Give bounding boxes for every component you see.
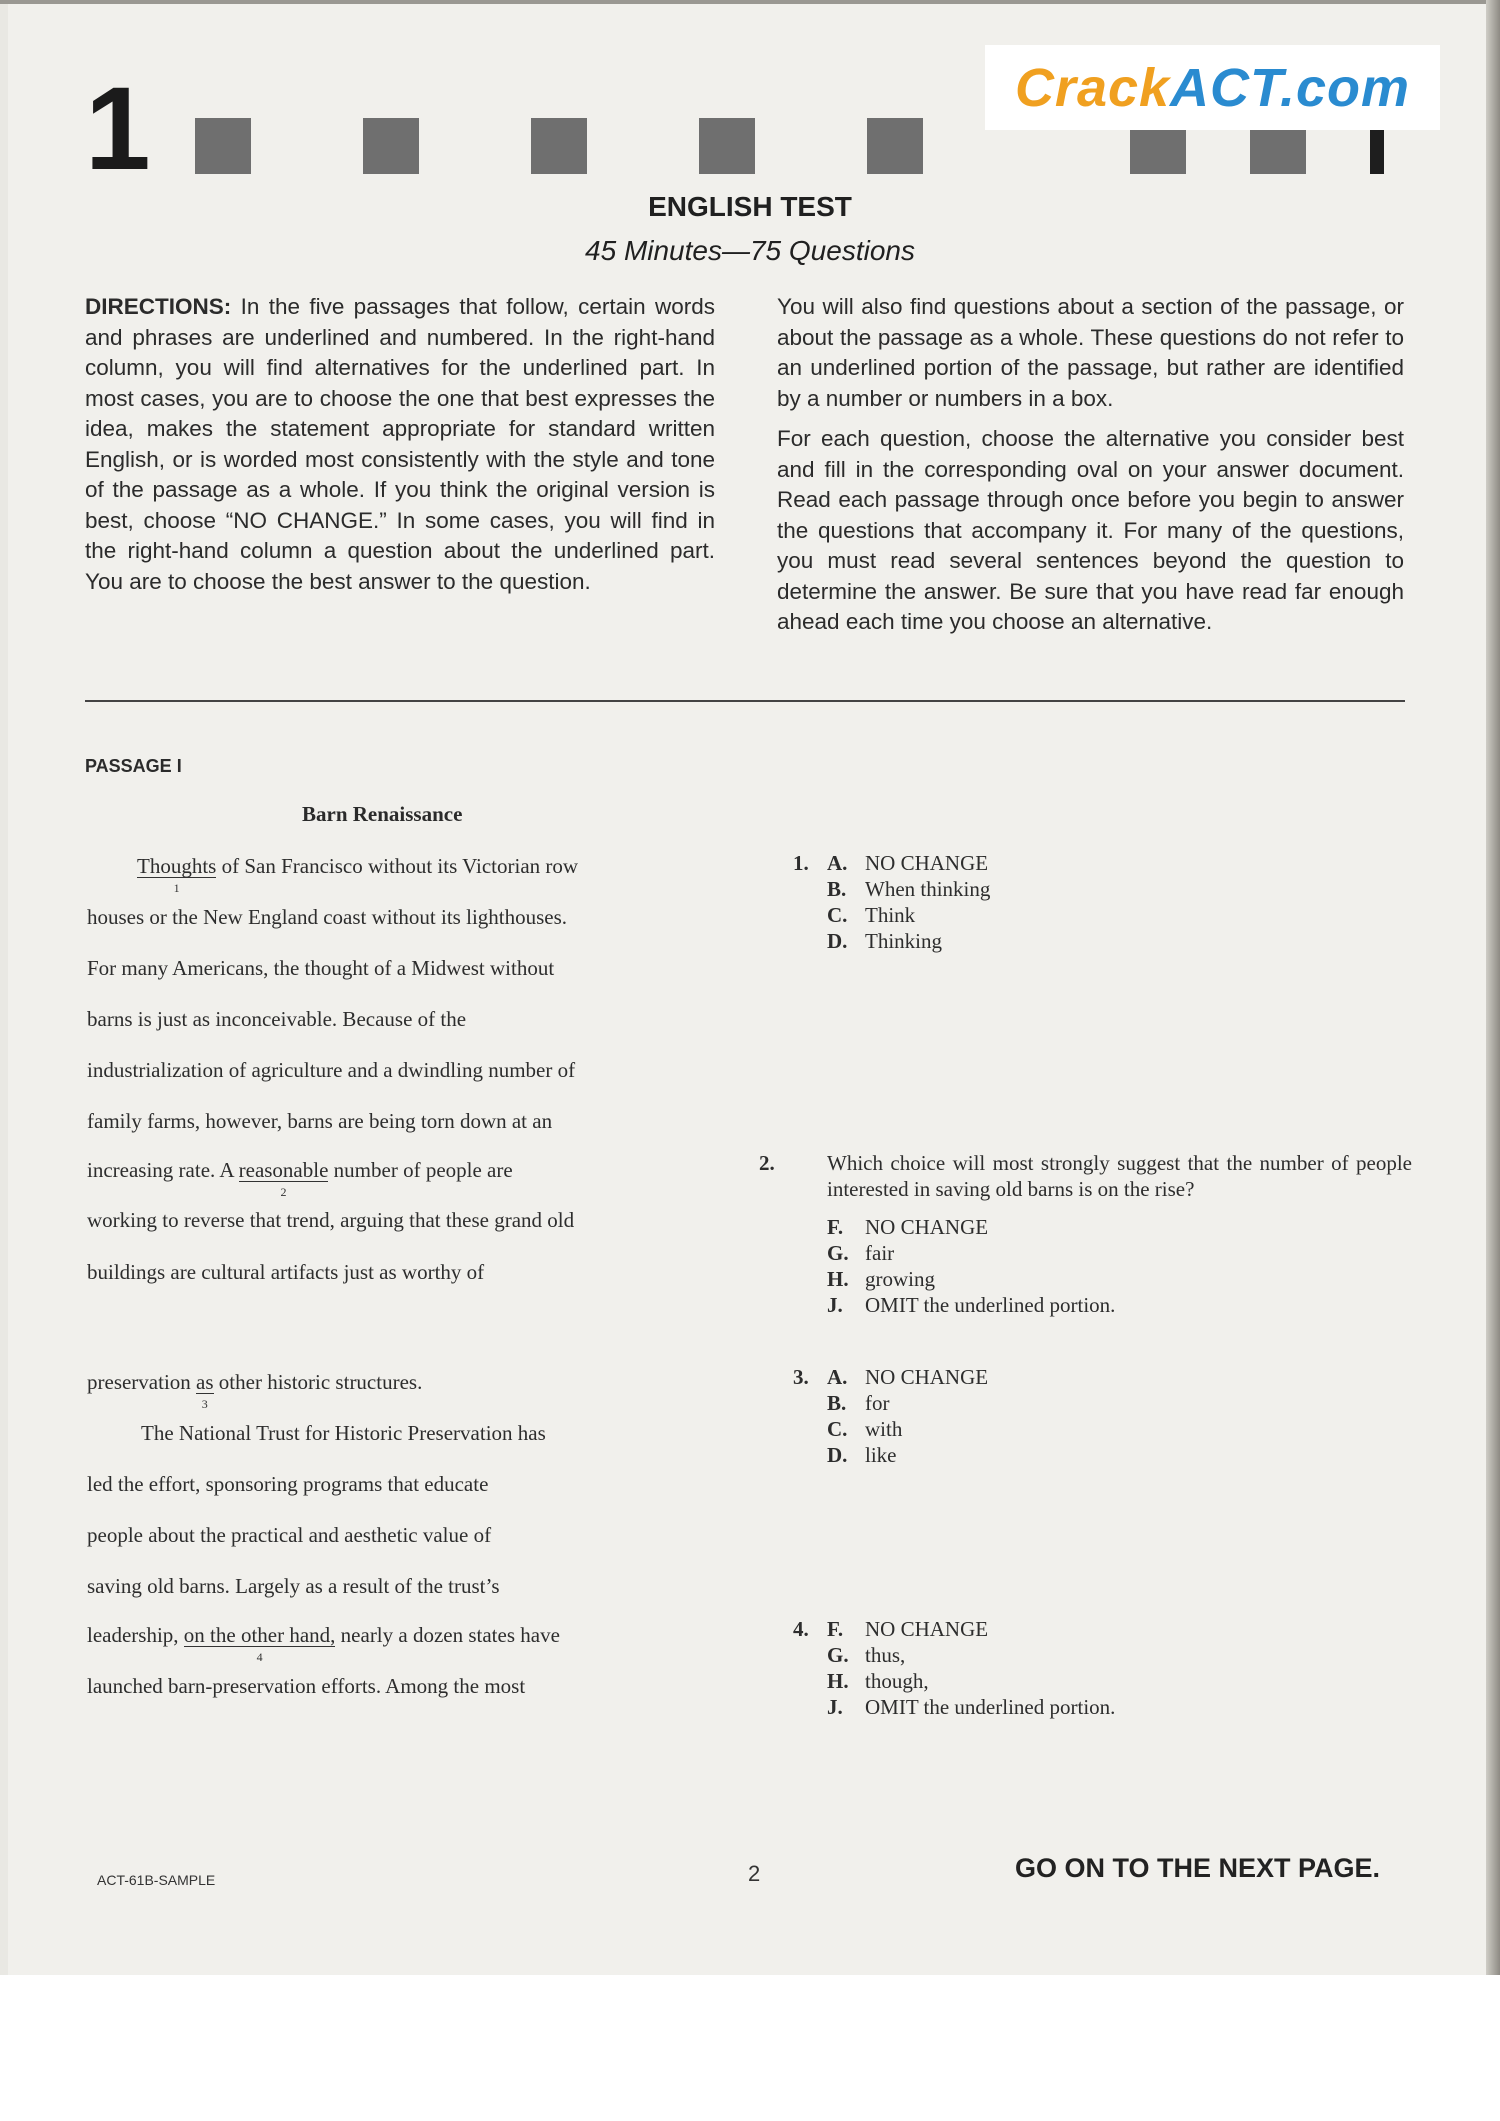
option-text[interactable]: growing [865,1267,935,1291]
passage-line: working to reverse that trend, arguing that these grand old [87,1208,575,1232]
option-text[interactable]: NO CHANGE [865,1215,989,1239]
header-block [363,118,419,174]
directions-label: DIRECTIONS: [85,294,232,319]
passage-line: The National Trust for Historic Preservation has [141,1421,546,1445]
passage-line: increasing rate. A reasonable 2 number of people are [87,1158,513,1199]
option-text[interactable]: Think [865,903,916,927]
option-letter[interactable]: H. [827,1669,849,1693]
directions-paragraph: For each question, choose the alternative you consider best and fill in the corresponding oval on your answer document. Read each passage through once before you begin to answer the questions that accompany it. For many of the questions, you must read several sentences beyond the question to determine the answer. Be sure that you have read far enough ahead each time you choose an alternative. [777,426,1404,634]
option-text[interactable]: with [865,1417,903,1441]
passage-line: people about the practical and aesthetic value of [87,1523,492,1547]
header-block [195,118,251,174]
passage-line: industrialization of agriculture and a dwindling number of [87,1058,576,1082]
passage-line: barns is just as inconceivable. Because of the [87,1007,467,1031]
option-letter[interactable]: D. [827,1443,848,1467]
option-text[interactable]: for [865,1391,890,1415]
form-code: ACT-61B-SAMPLE [97,1872,216,1888]
passage-line: saving old barns. Largely as a result of the trust’s [87,1574,500,1598]
option-letter[interactable]: C. [827,1417,848,1441]
question-3 [793,1364,988,1468]
passage-line: For many Americans, the thought of a Midwest without [87,956,555,980]
option-text[interactable]: thus, [865,1643,906,1667]
passage-line: leadership, on the other hand, 4 nearly a dozen states have [87,1623,560,1664]
option-text[interactable]: though, [865,1669,929,1693]
logo-text-crack: Crack [1014,57,1171,118]
question-number: 4. [793,1617,809,1641]
next-page-notice: GO ON TO THE NEXT PAGE. [1015,1853,1381,1883]
question-2 [759,1150,1412,1318]
question-marker-3: 3 [201,1397,208,1411]
passage-line: launched barn-preservation efforts. Among the most [87,1674,526,1698]
option-letter[interactable]: J. [827,1293,843,1317]
option-letter[interactable]: D. [827,929,848,953]
question-1 [793,850,990,954]
header-block [699,118,755,174]
underlined-text-4[interactable]: on the other hand, 4 [183,1623,336,1664]
passage-line: led the effort, sponsoring programs that educate [87,1472,489,1496]
question-stem: Which choice will most strongly suggest that the number of people interested in saving old barns is on the rise? [827,1151,1412,1201]
test-subtitle: 45 Minutes—75 Questions [585,235,915,266]
option-letter[interactable]: B. [827,877,847,901]
question-number: 3. [793,1365,809,1389]
option-text[interactable]: OMIT the underlined portion. [865,1293,1116,1317]
page-shadow [1486,0,1500,1975]
option-letter[interactable]: G. [827,1643,849,1667]
underlined-text-1[interactable]: Thoughts 1 [137,854,217,895]
divider [85,700,1405,702]
question-number: 2. [759,1151,775,1175]
question-marker-1: 1 [173,881,180,895]
option-letter[interactable]: B. [827,1391,847,1415]
option-text[interactable]: When thinking [865,877,991,901]
test-title: ENGLISH TEST [648,191,852,222]
passage-title: Barn Renaissance [302,802,463,826]
directions-text: In the five passages that follow, certain words and phrases are underlined and numbered. In the right-hand column, you will find alternatives for the underlined part. In most cases, you are to choose the one that best expresses the idea, makes the statement appropriate for standard written English, or is worded most consistently with the style and tone of the passage as a whole. If you think the original version is best, choose “NO CHANGE.” In some cases, you will find in the right-hand column a question about the underlined part. You are to choose the best answer to the question. [85,294,715,594]
passage-line: Thoughts 1 of San Francisco without its Victorian row [137,854,579,895]
option-letter[interactable]: C. [827,903,848,927]
option-letter[interactable]: A. [827,851,848,875]
option-text[interactable]: Thinking [865,929,942,953]
logo-text-act: ACT.com [1170,57,1411,118]
question-4 [793,1616,1115,1720]
header-block [867,118,923,174]
question-marker-2: 2 [280,1185,287,1199]
option-text[interactable]: like [865,1443,897,1467]
passage-line: preservation as 3 other historic structures. [87,1370,423,1411]
option-letter[interactable]: H. [827,1267,849,1291]
underlined-text-2[interactable]: reasonable 2 [238,1158,329,1199]
option-letter[interactable]: J. [827,1695,843,1719]
underlined-text-3[interactable]: as 3 [196,1370,214,1411]
passage-line: houses or the New England coast without its lighthouses. [87,905,568,929]
passage-line: family farms, however, barns are being torn down at an [87,1109,553,1133]
blank-area [0,1975,1500,2121]
question-marker-4: 4 [256,1650,263,1664]
option-text[interactable]: fair [865,1241,895,1265]
section-number: 1 [85,63,151,195]
option-text[interactable]: OMIT the underlined portion. [865,1695,1116,1719]
directions-left-column [85,292,715,607]
option-letter[interactable]: F. [827,1215,844,1239]
passage-line: buildings are cultural artifacts just as worthy of [87,1260,485,1284]
option-text[interactable]: NO CHANGE [865,851,989,875]
passage-label: PASSAGE I [85,756,182,776]
option-text[interactable]: NO CHANGE [865,1365,989,1389]
directions-right-column [777,292,1404,648]
page-number: 2 [748,1861,761,1886]
option-letter[interactable]: F. [827,1617,844,1641]
directions-paragraph: You will also find questions about a section of the passage, or about the passage as a whole. These questions do not refer to an underlined portion of the passage, but rather are identified by a number or numbers in a box. [777,294,1404,411]
option-letter[interactable]: A. [827,1365,848,1389]
crackact-logo[interactable] [985,45,1440,130]
question-number: 1. [793,851,809,875]
page-edge [0,0,1500,4]
option-letter[interactable]: G. [827,1241,849,1265]
option-text[interactable]: NO CHANGE [865,1617,989,1641]
header-block [531,118,587,174]
